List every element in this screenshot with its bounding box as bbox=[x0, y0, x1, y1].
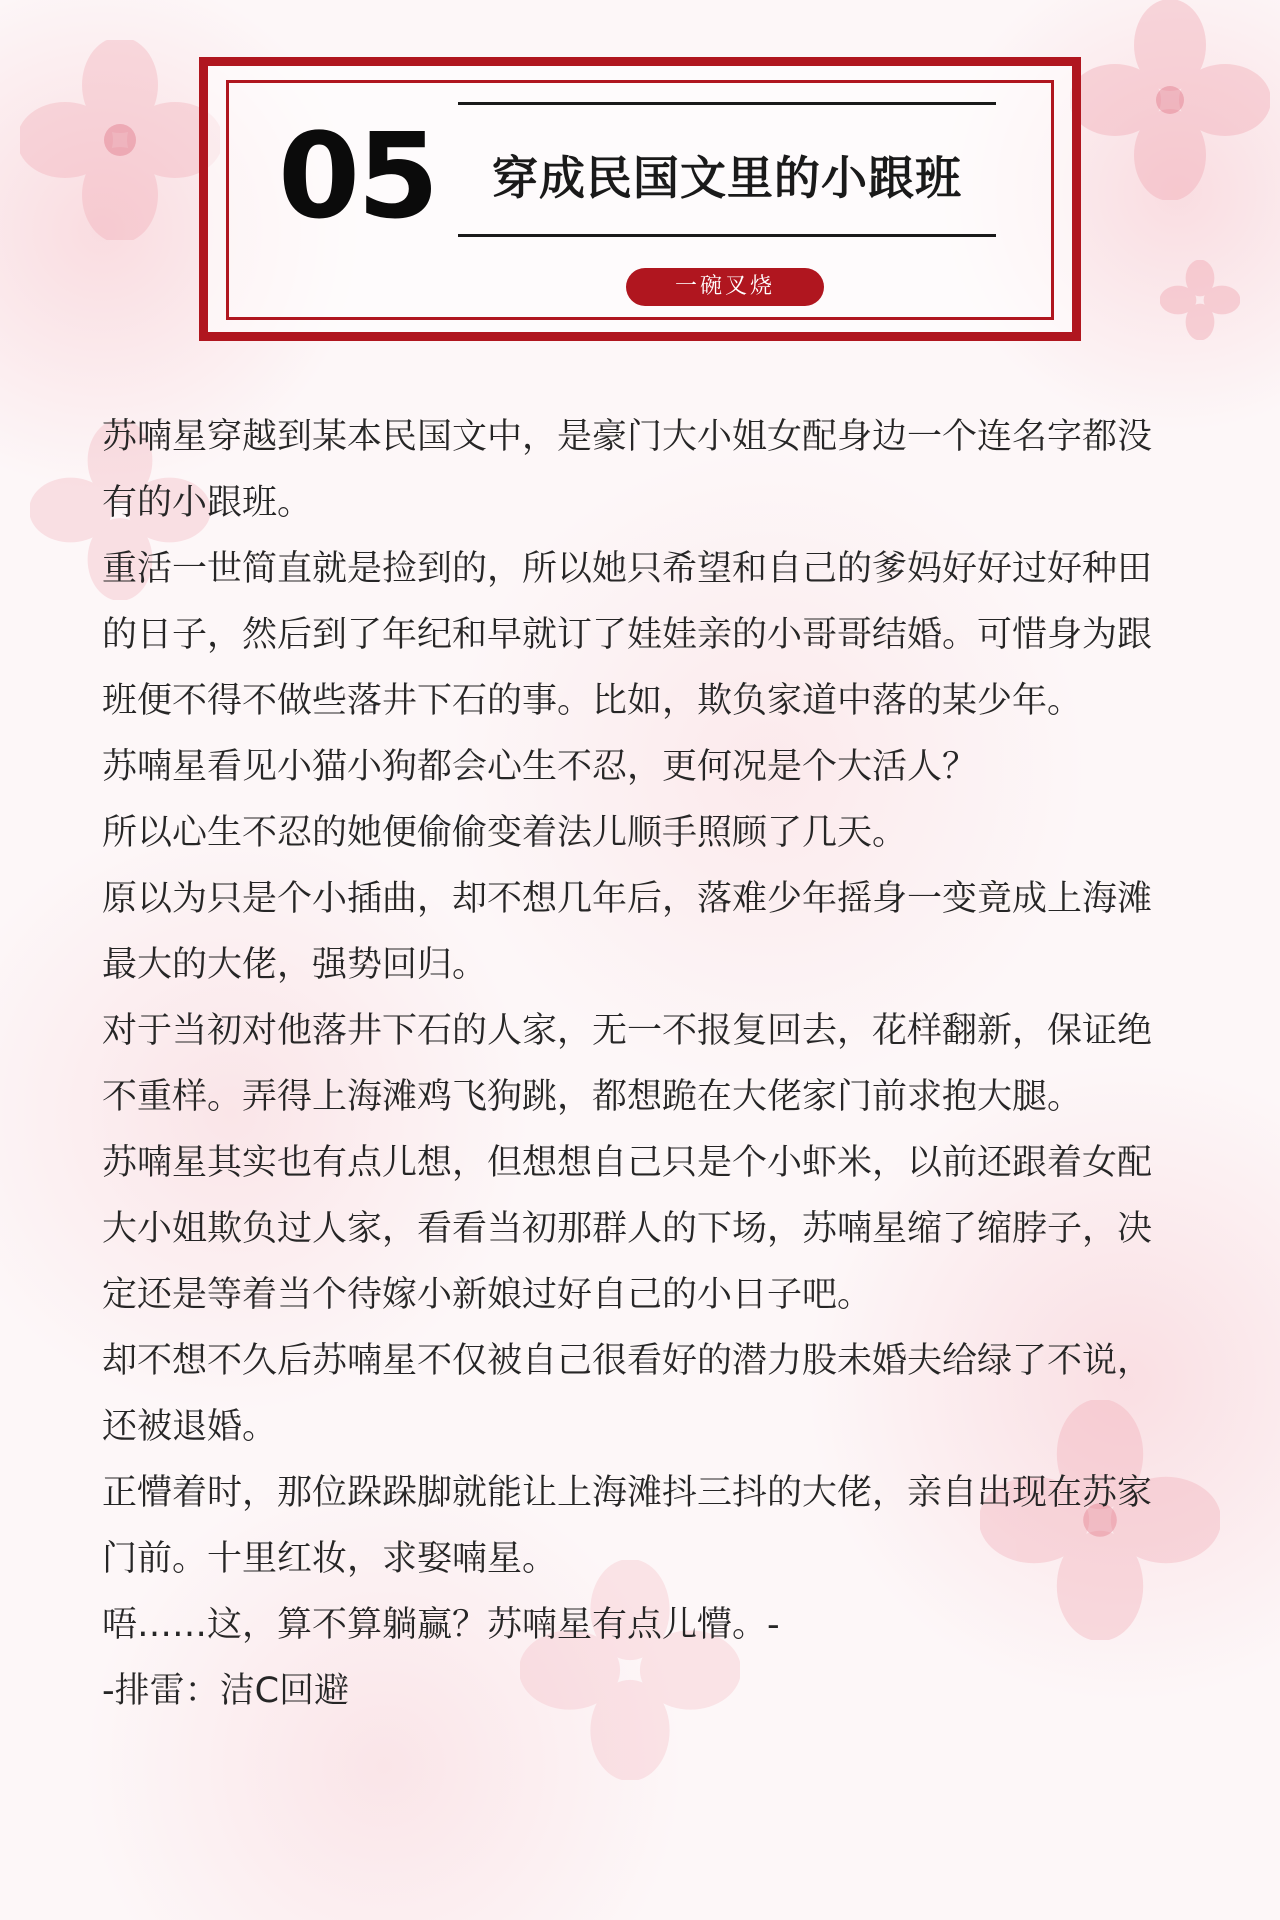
paragraph: 对于当初对他落井下石的人家，无一不报复回去，花样翻新，保证绝不重样。弄得上海滩鸡飞狗跳，都想跪在大佬家门前求抱大腿。 bbox=[102, 1011, 1153, 1117]
title-rule-top bbox=[458, 102, 996, 105]
author-badge: 一碗叉烧 bbox=[626, 268, 824, 306]
paragraph: 所以心生不忍的她便偷偷变着法儿顺手照顾了几天。 bbox=[102, 813, 908, 853]
title-rule-bottom bbox=[458, 234, 996, 237]
paragraph: 重活一世简直就是捡到的，所以她只希望和自己的爹妈好好过好种田的日子，然后到了年纪和早就订了娃娃亲的小哥哥结婚。可惜身为跟班便不得不做些落井下石的事。比如，欺负家道中落的某少年。 bbox=[102, 549, 1153, 721]
flower-decoration-icon bbox=[20, 40, 220, 240]
paragraph: 苏喃星穿越到某本民国文中，是豪门大小姐女配身边一个连名字都没有的小跟班。 bbox=[102, 417, 1153, 523]
paragraph: 苏喃星其实也有点儿想，但想想自己只是个小虾米，以前还跟着女配大小姐欺负过人家，看看当初那群人的下场，苏喃星缩了缩脖子，决定还是等着当个待嫁小新娘过好自己的小日子吧。 bbox=[102, 1143, 1153, 1315]
chapter-number: 05 bbox=[278, 107, 437, 245]
flower-decoration-icon bbox=[1070, 0, 1270, 200]
paragraph: 却不想不久后苏喃星不仅被自己很看好的潜力股未婚夫给绿了不说，还被退婚。 bbox=[102, 1341, 1153, 1447]
paragraph: 原以为只是个小插曲，却不想几年后，落难少年摇身一变竟成上海滩最大的大佬，强势回归。 bbox=[102, 879, 1153, 985]
paragraph: 正懵着时，那位跺跺脚就能让上海滩抖三抖的大佬，亲自出现在苏家门前。十里红妆，求娶喃星。 bbox=[102, 1473, 1153, 1579]
paragraph: -排雷：洁C回避 bbox=[102, 1671, 350, 1711]
book-title: 穿成民国文里的小跟班 bbox=[492, 151, 962, 205]
flower-decoration-icon bbox=[1160, 260, 1240, 340]
synopsis-text bbox=[102, 404, 1182, 1724]
paragraph: 苏喃星看见小猫小狗都会心生不忍，更何况是个大活人？ bbox=[102, 747, 978, 787]
paragraph: 唔……这，算不算躺赢？苏喃星有点儿懵。- bbox=[102, 1605, 780, 1645]
